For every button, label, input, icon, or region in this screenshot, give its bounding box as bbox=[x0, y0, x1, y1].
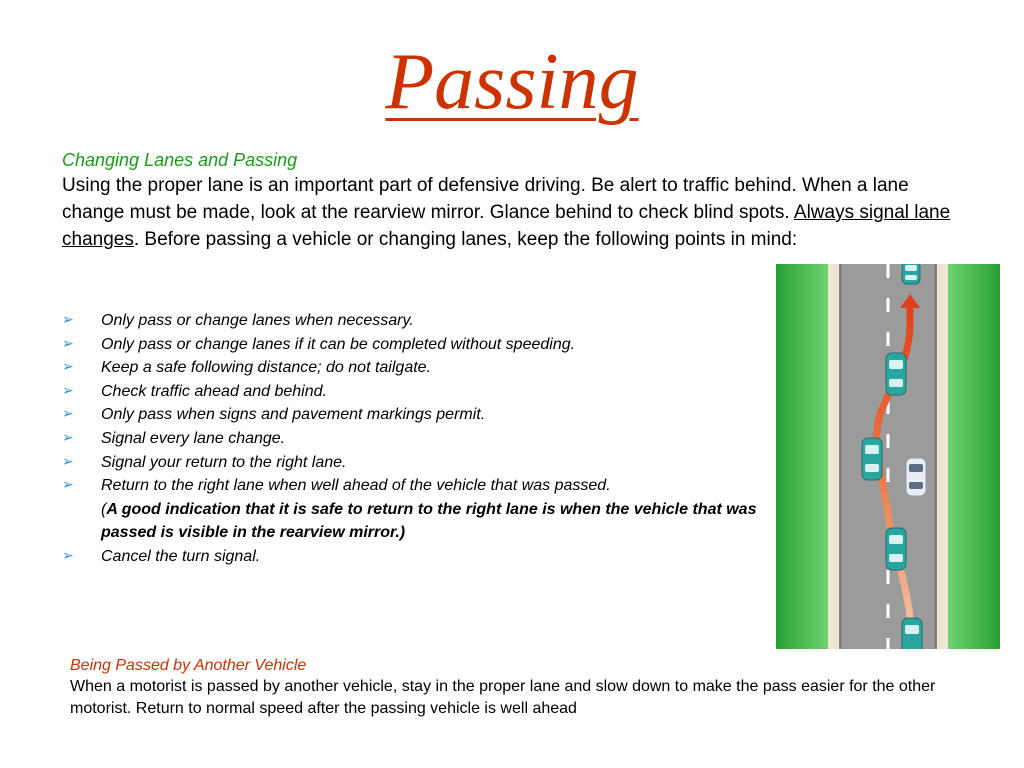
list-item bbox=[62, 333, 762, 357]
list-item bbox=[62, 380, 762, 404]
bullet-text: Cancel the turn signal. bbox=[101, 547, 261, 565]
arrow-bullet-icon: ➢ bbox=[62, 547, 74, 564]
arrow-bullet-icon: ➢ bbox=[62, 335, 74, 352]
section-paragraph bbox=[62, 172, 972, 253]
passed-car bbox=[906, 458, 926, 496]
shoulder-right bbox=[936, 264, 948, 649]
bullet-text: Signal your return to the right lane. bbox=[101, 453, 347, 471]
list-item bbox=[62, 309, 762, 333]
paragraph-text-end: . Before passing a vehicle or changing lanes, keep the following points in mind: bbox=[133, 229, 798, 250]
grass-left bbox=[776, 264, 828, 649]
list-item bbox=[62, 427, 762, 451]
grass-right bbox=[948, 264, 1000, 649]
section-paragraph-being-passed: When a motorist is passed by another vehicle, stay in the proper lane and slow down to make the pass easier for the other motorist. Return to normal speed after the passing vehicle is well ahead bbox=[70, 678, 936, 717]
bullet-text: Only pass or change lanes when necessary. bbox=[101, 312, 414, 329]
road-surface bbox=[840, 264, 936, 649]
passing-car-2 bbox=[862, 438, 882, 480]
passing-car-bottom bbox=[902, 618, 922, 649]
bullet-note-bold: A good indication that it is safe to return to the right lane is when the vehicle that was passed is visible in the rearview mirror.) bbox=[101, 500, 757, 542]
paragraph-text-start: Using the proper lane is an important part of defensive driving. Be alert to traffic behind. When a lane change must be made, look at the rearview mirror. Glance behind to check blind spots. bbox=[62, 175, 909, 223]
lane-passing-illustration bbox=[776, 264, 1000, 649]
arrow-bullet-icon: ➢ bbox=[62, 429, 74, 446]
arrow-bullet-icon: ➢ bbox=[62, 453, 74, 470]
passing-car-3 bbox=[886, 528, 906, 570]
section-heading-being-passed: Being Passed by Another Vehicle bbox=[70, 657, 307, 674]
bullet-text: Only pass or change lanes if it can be completed without speeding. bbox=[101, 335, 576, 353]
section-changing-lanes bbox=[62, 148, 972, 253]
arrow-bullet-icon: ➢ bbox=[62, 312, 74, 328]
arrow-bullet-icon: ➢ bbox=[62, 477, 74, 494]
shoulder-left bbox=[828, 264, 840, 649]
bullet-text: Only pass when signs and pavement markings permit. bbox=[101, 406, 486, 424]
arrow-bullet-icon: ➢ bbox=[62, 359, 74, 376]
bullet-text: Return to the right lane when well ahead of the vehicle that was passed. bbox=[101, 477, 611, 495]
list-item bbox=[62, 474, 762, 545]
list-item bbox=[62, 451, 762, 475]
arrow-bullet-icon: ➢ bbox=[62, 406, 74, 423]
list-item bbox=[62, 356, 762, 380]
bullet-text: Keep a safe following distance; do not tailgate. bbox=[101, 359, 431, 377]
bullet-note-open: ( bbox=[101, 500, 107, 518]
section-heading-changing-lanes: Changing Lanes and Passing bbox=[62, 150, 298, 170]
bullet-text: Signal every lane change. bbox=[101, 429, 286, 447]
passing-car-1 bbox=[886, 353, 906, 395]
arrow-bullet-icon: ➢ bbox=[62, 382, 74, 399]
bullet-text: Check traffic ahead and behind. bbox=[101, 382, 327, 400]
list-item bbox=[62, 545, 762, 569]
page-title: Passing bbox=[385, 38, 639, 126]
section-being-passed bbox=[70, 656, 1000, 720]
list-item bbox=[62, 403, 762, 427]
underlined-phrase: Always signal lane changes bbox=[62, 202, 951, 250]
passing-car-top bbox=[902, 264, 920, 284]
bullet-list bbox=[62, 309, 762, 569]
